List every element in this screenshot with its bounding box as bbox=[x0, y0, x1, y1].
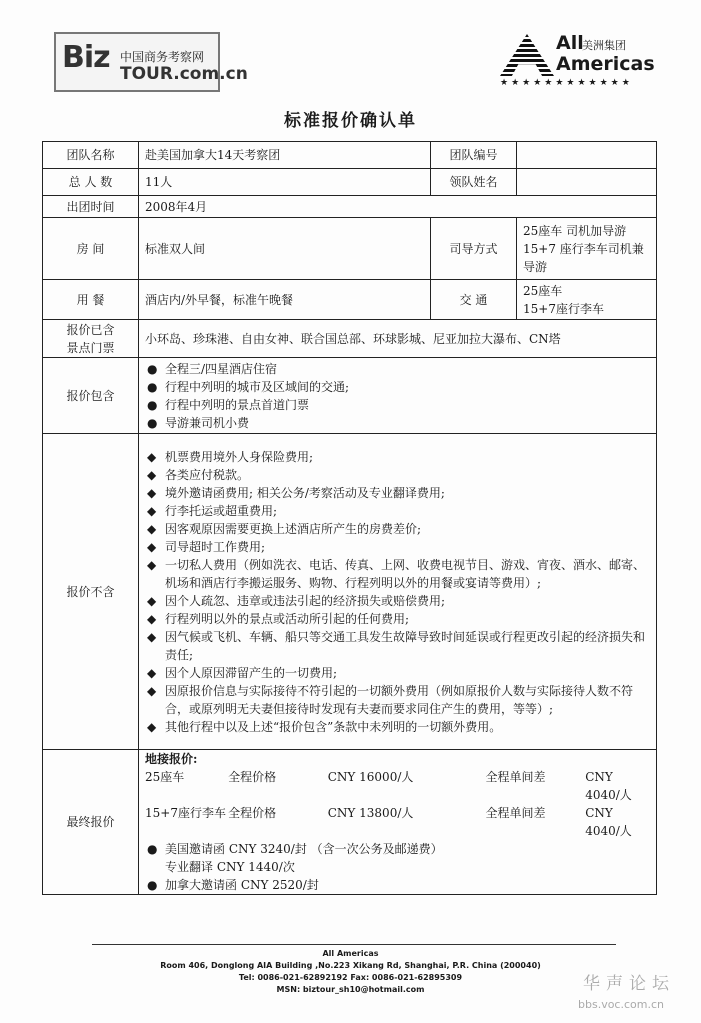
excluded-item: ◆ 一切私人费用（例如洗衣、电话、传真、上网、收费电视节目、游戏、宵夜、酒水、邮寄、机场和酒店行李搬运服务、购物、行程列明以外的用餐或宴请等费用）; bbox=[145, 556, 650, 592]
final-price-row bbox=[145, 804, 650, 840]
included-item: ● 导游兼司机小费 bbox=[145, 414, 650, 432]
vehicle-name: 15+7座行李车 bbox=[145, 806, 226, 820]
quote-form-table bbox=[42, 141, 657, 895]
transport-label: 交 通 bbox=[431, 280, 517, 320]
footer-msn: MSN: biztour_sh10@hotmail.com bbox=[276, 985, 425, 994]
excluded-item: ◆ 因客观原因需要更换上述酒店所产生的房费差价; bbox=[145, 520, 650, 538]
sights-value: 小环岛、珍珠港、自由女神、联合国总部、环球影城、尼亚加拉大瀑布、CN塔 bbox=[139, 320, 657, 358]
included-item: ● 行程中列明的城市及区域间的交通; bbox=[145, 378, 650, 396]
leader-label: 领队姓名 bbox=[431, 169, 517, 196]
group-name-label: 团队名称 bbox=[43, 142, 139, 169]
final-price-cell bbox=[139, 750, 657, 895]
logo-americas-text: Americas bbox=[556, 53, 655, 75]
table-row bbox=[43, 750, 657, 895]
excluded-item: ◆ 因气候或飞机、车辆、船只等交通工具发生故障导致时间延误或行程更改引起的经济损失和责任; bbox=[145, 628, 650, 664]
table-row bbox=[43, 358, 657, 434]
table-row bbox=[43, 320, 657, 358]
excluded-item: ◆ 其他行程中以及上述“报价包含”条款中未列明的一切额外费用。 bbox=[145, 718, 650, 736]
excluded-item: ◆ 因个人原因滞留产生的一切费用; bbox=[145, 664, 650, 682]
table-row bbox=[43, 280, 657, 320]
excluded-label: 报价不含 bbox=[43, 434, 139, 750]
footer-divider bbox=[92, 944, 616, 945]
guide-line: 25座车 司机加导游 bbox=[523, 223, 627, 238]
price-value: CNY 13800/人 bbox=[327, 806, 414, 820]
excluded-item: ◆ 司导超时工作费用; bbox=[145, 538, 650, 556]
biztour-logo bbox=[54, 32, 248, 92]
transport-line: 15+7座行李车 bbox=[523, 301, 604, 316]
final-extra-item: 专业翻译 CNY 1440/次 bbox=[165, 860, 295, 874]
included-item: ● 行程中列明的景点首道门票 bbox=[145, 396, 650, 414]
transport-line: 25座车 bbox=[523, 283, 563, 298]
excluded-list bbox=[145, 448, 650, 736]
meal-label: 用 餐 bbox=[43, 280, 139, 320]
logo-cn-text: 中国商务考察网 bbox=[120, 50, 205, 64]
single-diff-label: 全程单间差 bbox=[485, 806, 546, 820]
sights-label-line: 景点门票 bbox=[66, 340, 115, 355]
table-row bbox=[43, 169, 657, 196]
price-value: CNY 16000/人 bbox=[327, 770, 414, 784]
logo-biz-text: Biz bbox=[62, 40, 110, 75]
excluded-cell bbox=[139, 434, 657, 750]
final-price-label: 最终报价 bbox=[43, 750, 139, 895]
guide-label: 司导方式 bbox=[431, 218, 517, 280]
logo-stars: ★★★★★★★★★★★★ bbox=[500, 78, 633, 88]
included-list bbox=[145, 360, 650, 432]
footer-company: All Americas bbox=[322, 949, 379, 958]
single-diff-value: CNY 4040/人 bbox=[585, 770, 632, 802]
price-label: 全程价格 bbox=[228, 770, 277, 784]
footer-phone: Tel: 0086-021-62892192 Fax: 0086-021-62895309 bbox=[238, 973, 463, 982]
final-price-rows bbox=[145, 768, 650, 840]
guide-value bbox=[517, 218, 657, 280]
watermark-url: bbs.voc.com.cn bbox=[578, 998, 664, 1011]
final-price-header: 地接报价: bbox=[145, 752, 198, 766]
guide-line: 15+7 座行李车司机兼 bbox=[523, 241, 644, 256]
final-extra-item: ● 美国邀请函 CNY 3240/封 （含一次公务及邮递费） bbox=[145, 840, 650, 858]
all-americas-logo bbox=[498, 32, 658, 92]
final-price-row bbox=[145, 768, 650, 804]
total-people-label: 总 人 数 bbox=[43, 169, 139, 196]
guide-line: 导游 bbox=[523, 259, 548, 274]
excluded-item: ◆ 机票费用境外人身保险费用; bbox=[145, 448, 650, 466]
table-row bbox=[43, 434, 657, 750]
included-item: ● 全程三/四星酒店住宿 bbox=[145, 360, 650, 378]
americas-a-mark-icon bbox=[500, 34, 554, 76]
footer-address: Room 406, Donglong AIA Building ,No.223 Xikang Rd, Shanghai, P.R. China (200040) bbox=[160, 961, 541, 970]
excluded-item: ◆ 行程列明以外的景点或活动所引起的任何费用; bbox=[145, 610, 650, 628]
date-label: 出团时间 bbox=[43, 196, 139, 218]
group-name-value: 赴美国加拿大14天考察团 bbox=[139, 142, 431, 169]
single-diff-value: CNY 4040/人 bbox=[585, 806, 632, 838]
logo-all-text: All bbox=[556, 32, 584, 54]
final-extras-list bbox=[145, 840, 650, 894]
logo-domain-text: TOUR.com.cn bbox=[120, 64, 248, 84]
excluded-item: ◆ 境外邀请函费用; 相关公务/考察活动及专业翻译费用; bbox=[145, 484, 650, 502]
date-value: 2008年4月 bbox=[139, 196, 657, 218]
table-row bbox=[43, 196, 657, 218]
excluded-item: ◆ 因原报价信息与实际接待不符引起的一切额外费用（例如原报价人数与实际接待人数不符合，或原列明无夫妻但接待时发现有夫妻而要求同住产生的费用，等等）; bbox=[145, 682, 650, 718]
vehicle-name: 25座车 bbox=[145, 770, 185, 784]
final-extra-item: ● 加拿大邀请函 CNY 2520/封 bbox=[145, 876, 650, 894]
excluded-item: ◆ 行李托运或超重费用; bbox=[145, 502, 650, 520]
group-no-label: 团队编号 bbox=[431, 142, 517, 169]
excluded-item: ◆ 各类应付税款。 bbox=[145, 466, 650, 484]
page-title: 标准报价确认单 bbox=[284, 111, 417, 131]
single-diff-label: 全程单间差 bbox=[485, 770, 546, 784]
logo-group-cn-text: 美洲集团 bbox=[582, 39, 626, 52]
excluded-item: ◆ 因个人疏忽、违章或违法引起的经济损失或赔偿费用; bbox=[145, 592, 650, 610]
meal-value: 酒店内/外早餐，标准午晚餐 bbox=[139, 280, 431, 320]
room-label: 房 间 bbox=[43, 218, 139, 280]
total-people-value: 11人 bbox=[139, 169, 431, 196]
transport-value bbox=[517, 280, 657, 320]
sights-label bbox=[43, 320, 139, 358]
sights-label-line: 报价已含 bbox=[66, 322, 115, 337]
included-label: 报价包含 bbox=[43, 358, 139, 434]
room-value: 标准双人间 bbox=[139, 218, 431, 280]
table-row bbox=[43, 142, 657, 169]
price-label: 全程价格 bbox=[228, 806, 277, 820]
leader-value bbox=[517, 169, 657, 196]
included-cell bbox=[139, 358, 657, 434]
table-row bbox=[43, 218, 657, 280]
group-no-value bbox=[517, 142, 657, 169]
watermark-cn: 华声论坛 bbox=[583, 974, 675, 994]
